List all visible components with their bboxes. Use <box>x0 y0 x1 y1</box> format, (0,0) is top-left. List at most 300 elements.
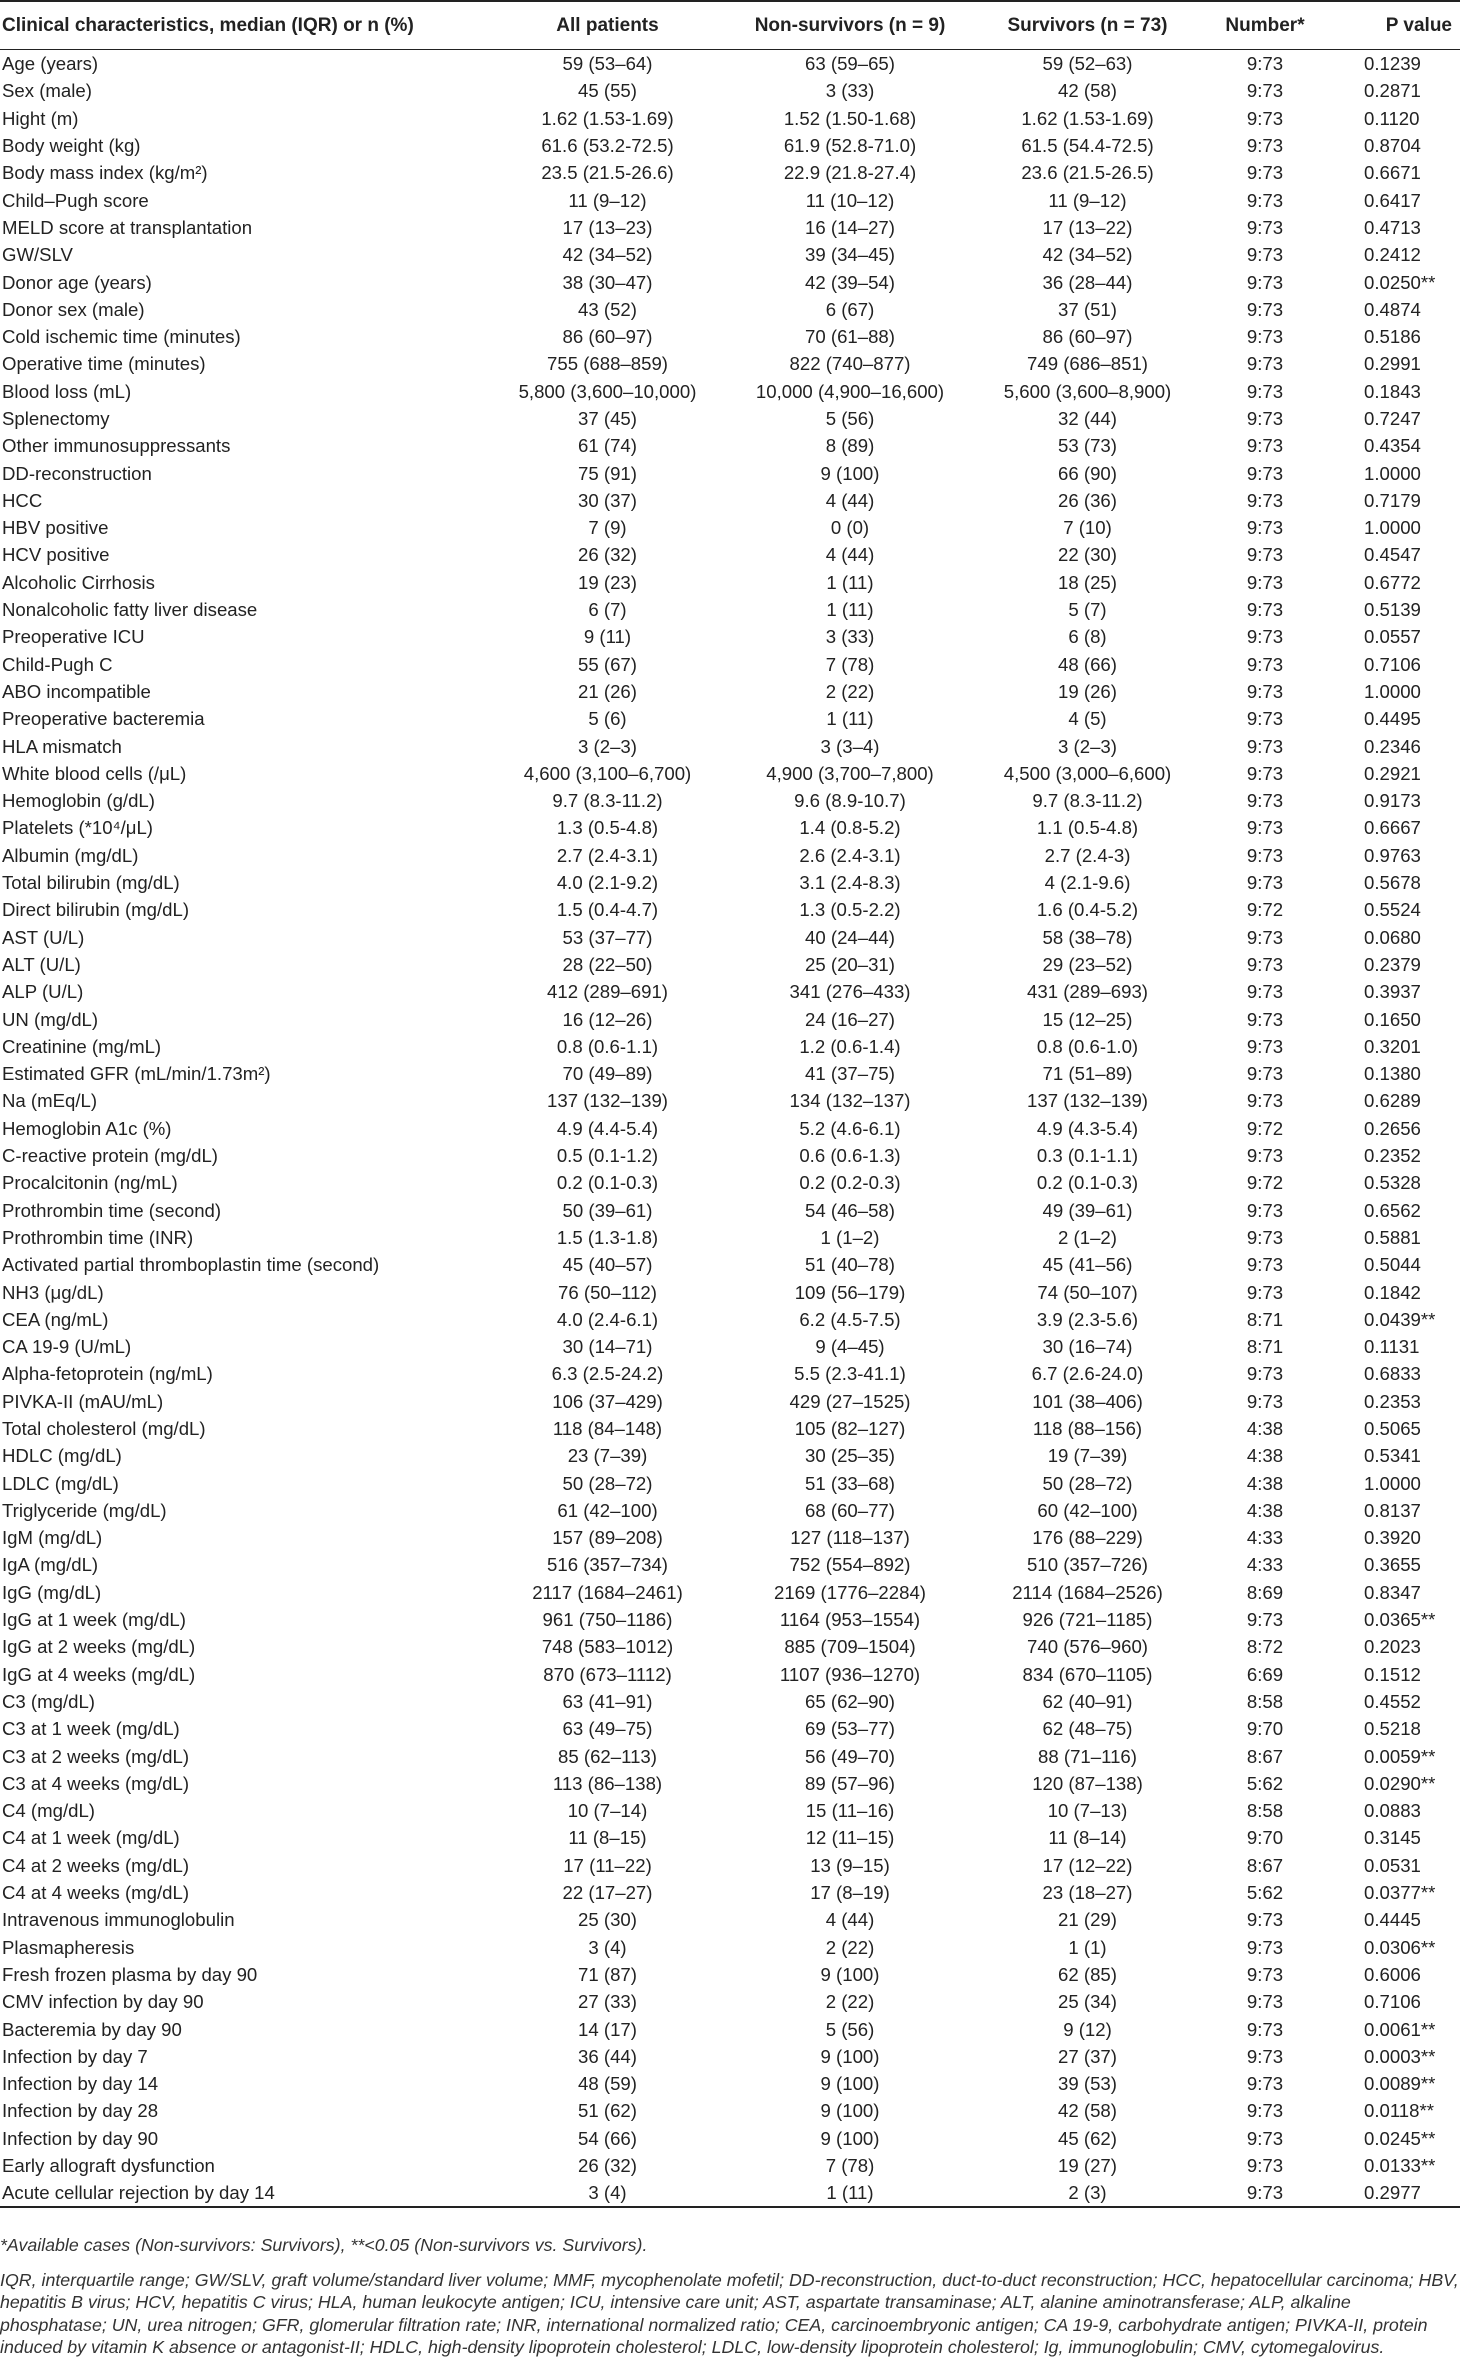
cell-survivors: 7 (10) <box>1063 517 1112 539</box>
cell-number: 9:73 <box>1246 489 1284 511</box>
cell-survivors: 32 (44) <box>1058 408 1117 429</box>
cell-non-survivors: 1.4 (0.8-5.2) <box>799 817 901 839</box>
cell-characteristic: CEA (ng/mL) <box>2 1308 109 1330</box>
cell-characteristic: Na (mEq/L) <box>2 1090 98 1112</box>
cell-non-survivors: 0.6 (0.6-1.3) <box>799 1145 901 1167</box>
table-row <box>0 1551 1460 1578</box>
cell-all-patients: 0.2 (0.1-0.3) <box>556 1172 659 1194</box>
cell-characteristic: HLA mismatch <box>2 735 122 757</box>
table-row <box>0 787 1460 814</box>
cell-p-value: 0.1842 <box>1364 1281 1421 1303</box>
cell-characteristic: Procalcitonin (ng/mL) <box>2 1172 178 1194</box>
cell-characteristic: HCC <box>2 489 43 511</box>
cell-number: 9:73 <box>1246 735 1284 757</box>
cell-p-value: 0.0439** <box>1364 1308 1436 1330</box>
cell-non-survivors: 1.52 (1.50-1.68) <box>783 107 917 129</box>
cell-all-patients: 63 (41–91) <box>562 1690 653 1712</box>
cell-p-value: 0.0365** <box>1364 1609 1436 1631</box>
table-footnotes <box>0 2234 1460 2367</box>
cell-all-patients: 4.0 (2.1-9.2) <box>556 872 659 894</box>
cell-p-value: 0.4445 <box>1364 1909 1421 1931</box>
table-row <box>0 1661 1460 1688</box>
cell-p-value: 0.0118** <box>1364 2100 1434 2122</box>
cell-survivors: 26 (36) <box>1058 489 1117 511</box>
cell-characteristic: Creatinine (mg/mL) <box>2 1035 162 1057</box>
cell-all-patients: 516 (357–734) <box>547 1554 668 1576</box>
table-row <box>0 1224 1460 1251</box>
table-row <box>0 1142 1460 1169</box>
cell-all-patients: 37 (45) <box>578 408 637 429</box>
cell-number: 9:72 <box>1246 1117 1284 1139</box>
cell-all-patients: 59 (53–64) <box>562 53 653 75</box>
cell-all-patients: 5 (6) <box>588 708 627 730</box>
cell-all-patients: 55 (67) <box>578 653 637 675</box>
table-row <box>0 705 1460 732</box>
cell-number: 9:73 <box>1246 135 1284 157</box>
cell-all-patients: 48 (59) <box>578 2073 637 2095</box>
cell-all-patients: 54 (66) <box>578 2127 637 2149</box>
cell-all-patients: 30 (14–71) <box>562 1336 653 1358</box>
cell-p-value: 0.5139 <box>1364 599 1421 621</box>
cell-p-value: 0.5678 <box>1364 872 1421 894</box>
header-survivors: Survivors (n = 73) <box>970 1 1205 50</box>
cell-survivors: 19 (27) <box>1058 2155 1117 2176</box>
cell-characteristic: ALT (U/L) <box>2 953 81 975</box>
cell-all-patients: 9.7 (8.3-11.2) <box>552 790 663 812</box>
cell-all-patients: 4.9 (4.4-5.4) <box>556 1117 659 1139</box>
cell-non-survivors: 12 (11–15) <box>805 1827 895 1849</box>
cell-characteristic: Child-Pugh C <box>2 653 113 675</box>
cell-non-survivors: 17 (8–19) <box>810 1882 890 1904</box>
cell-p-value: 0.2023 <box>1364 1636 1421 1658</box>
cell-non-survivors: 63 (59–65) <box>805 53 895 75</box>
cell-all-patients: 53 (37–77) <box>562 926 653 948</box>
cell-p-value: 0.1239 <box>1364 53 1421 75</box>
cell-number: 9:73 <box>1246 599 1284 621</box>
cell-number: 9:73 <box>1246 708 1284 730</box>
cell-p-value: 0.6667 <box>1364 817 1421 839</box>
cell-characteristic: C4 at 2 weeks (mg/dL) <box>2 1854 190 1876</box>
cell-characteristic: Preoperative ICU <box>2 626 145 648</box>
cell-number: 9:73 <box>1246 872 1284 894</box>
cell-p-value: 0.5065 <box>1364 1417 1421 1439</box>
cell-characteristic: Body mass index (kg/m²) <box>2 162 208 184</box>
cell-number: 9:72 <box>1246 899 1284 921</box>
cell-characteristic: Alcoholic Cirrhosis <box>2 571 155 593</box>
cell-non-survivors: 7 (78) <box>825 653 875 675</box>
cell-all-patients: 1.3 (0.5-4.8) <box>556 817 659 839</box>
cell-all-patients: 50 (28–72) <box>562 1472 653 1494</box>
cell-number: 9:73 <box>1246 271 1284 293</box>
cell-p-value: 0.6772 <box>1364 571 1421 593</box>
cell-non-survivors: 105 (82–127) <box>794 1417 906 1439</box>
cell-p-value: 0.4354 <box>1364 435 1421 457</box>
cell-number: 9:73 <box>1246 571 1284 593</box>
cell-p-value: 0.1380 <box>1364 1063 1421 1085</box>
cell-survivors: 53 (73) <box>1058 435 1117 457</box>
cell-p-value: 0.0003** <box>1364 2045 1436 2067</box>
cell-p-value: 0.5186 <box>1364 326 1421 348</box>
cell-p-value: 0.8704 <box>1364 135 1421 157</box>
cell-p-value: 0.6289 <box>1364 1090 1421 1112</box>
cell-characteristic: Prothrombin time (INR) <box>2 1226 194 1248</box>
cell-survivors: 176 (88–229) <box>1032 1527 1143 1549</box>
cell-non-survivors: 341 (276–433) <box>789 981 911 1003</box>
cell-number: 9:73 <box>1246 1090 1284 1112</box>
table-row <box>0 1005 1460 1032</box>
cell-all-patients: 961 (750–1186) <box>542 1609 673 1631</box>
cell-non-survivors: 4 (44) <box>825 1909 875 1931</box>
cell-p-value: 0.2921 <box>1364 762 1421 784</box>
cell-survivors: 0.3 (0.1-1.1) <box>1036 1145 1139 1167</box>
table-row <box>0 214 1460 241</box>
cell-survivors: 510 (357–726) <box>1027 1554 1148 1576</box>
cell-non-survivors: 61.9 (52.8-71.0) <box>783 135 917 157</box>
cell-survivors: 50 (28–72) <box>1042 1472 1133 1494</box>
cell-number: 9:73 <box>1246 408 1284 429</box>
table-row <box>0 1824 1460 1851</box>
cell-number: 8:58 <box>1246 1800 1284 1822</box>
cell-all-patients: 748 (583–1012) <box>541 1636 674 1658</box>
cell-survivors: 58 (38–78) <box>1042 926 1133 948</box>
cell-characteristic: Sex (male) <box>2 80 92 102</box>
cell-survivors: 1.1 (0.5-4.8) <box>1036 817 1139 839</box>
cell-number: 8:69 <box>1246 1581 1284 1603</box>
cell-characteristic: DD-reconstruction <box>2 462 152 484</box>
table-row <box>0 432 1460 459</box>
cell-non-survivors: 6 (67) <box>825 298 875 320</box>
cell-p-value: 0.5881 <box>1364 1226 1421 1248</box>
cell-number: 9:73 <box>1246 517 1284 539</box>
cell-number: 9:73 <box>1246 2100 1284 2122</box>
cell-characteristic: Infection by day 7 <box>2 2045 148 2067</box>
table-row <box>0 405 1460 432</box>
cell-non-survivors: 10,000 (4,900–16,600) <box>755 380 945 402</box>
cell-non-survivors: 3.1 (2.4-8.3) <box>799 872 901 894</box>
cell-all-patients: 76 (50–112) <box>558 1281 657 1303</box>
cell-all-patients: 9 (11) <box>583 626 632 648</box>
cell-p-value: 1.0000 <box>1364 462 1421 484</box>
cell-p-value: 0.6006 <box>1364 1963 1421 1985</box>
table-row <box>0 1579 1460 1606</box>
cell-p-value: 0.3920 <box>1364 1527 1421 1549</box>
cell-all-patients: 412 (289–691) <box>547 981 668 1003</box>
cell-survivors: 39 (53) <box>1058 2073 1117 2095</box>
cell-all-patients: 26 (32) <box>578 544 637 566</box>
cell-all-patients: 26 (32) <box>578 2155 637 2176</box>
cell-p-value: 1.0000 <box>1364 680 1421 702</box>
cell-survivors: 42 (58) <box>1058 2100 1117 2122</box>
cell-characteristic: C4 at 4 weeks (mg/dL) <box>2 1882 190 1904</box>
cell-survivors: 11 (9–12) <box>1048 189 1127 211</box>
cell-p-value: 0.5044 <box>1364 1254 1421 1276</box>
cell-non-survivors: 1 (11) <box>826 599 874 621</box>
cell-p-value: 0.0133** <box>1364 2155 1436 2176</box>
cell-p-value: 1.0000 <box>1364 1472 1421 1494</box>
cell-survivors: 0.8 (0.6-1.0) <box>1036 1035 1139 1057</box>
table-row <box>0 1715 1460 1742</box>
cell-number: 9:73 <box>1246 2045 1284 2067</box>
table-row <box>0 1251 1460 1278</box>
cell-p-value: 0.2977 <box>1325 2179 1460 2207</box>
table-row <box>0 1333 1460 1360</box>
table-row <box>0 732 1460 759</box>
cell-non-survivors: 24 (16–27) <box>805 1008 895 1030</box>
cell-non-survivors: 1107 (936–1270) <box>779 1663 921 1685</box>
cell-number: 9:73 <box>1246 53 1284 75</box>
cell-characteristic: Triglyceride (mg/dL) <box>2 1499 167 1521</box>
cell-all-patients: 42 (34–52) <box>562 244 653 266</box>
cell-number: 9:73 <box>1246 2073 1284 2095</box>
cell-characteristic: ALP (U/L) <box>2 981 84 1003</box>
cell-non-survivors: 54 (46–58) <box>805 1199 895 1221</box>
cell-p-value: 0.6562 <box>1364 1199 1421 1221</box>
cell-p-value: 0.4552 <box>1364 1690 1421 1712</box>
cell-number: 9:73 <box>1246 653 1284 675</box>
cell-survivors: 6 (8) <box>1068 626 1107 648</box>
cell-p-value: 0.3145 <box>1364 1827 1421 1849</box>
cell-all-patients: 1.5 (0.4-4.7) <box>556 899 659 921</box>
cell-p-value: 0.4713 <box>1364 216 1421 238</box>
cell-number: 9:73 <box>1246 380 1284 402</box>
table-row <box>0 2125 1460 2152</box>
cell-characteristic: C3 at 2 weeks (mg/dL) <box>2 1745 190 1767</box>
cell-survivors: 23.6 (21.5-26.5) <box>1021 162 1154 184</box>
cell-non-survivors: 2169 (1776–2284) <box>774 1581 926 1603</box>
cell-characteristic: GW/SLV <box>2 244 73 266</box>
cell-all-patients: 25 (30) <box>578 1909 637 1931</box>
cell-characteristic: CA 19-9 (U/mL) <box>2 1336 132 1358</box>
cell-characteristic: Alpha-fetoprotein (ng/mL) <box>2 1363 213 1385</box>
cell-number: 9:73 <box>1246 790 1284 812</box>
cell-number: 9:73 <box>1246 80 1284 102</box>
table-row <box>0 1961 1460 1988</box>
cell-characteristic: Hight (m) <box>2 107 79 129</box>
cell-non-survivors: 51 (33–68) <box>805 1472 895 1494</box>
cell-survivors: 101 (38–406) <box>1032 1390 1143 1412</box>
cell-survivors: 23 (18–27) <box>1042 1882 1133 1904</box>
cell-characteristic: IgG at 2 weeks (mg/dL) <box>2 1636 196 1658</box>
cell-characteristic: Hemoglobin A1c (%) <box>2 1117 172 1139</box>
cell-number: 9:70 <box>1246 1827 1284 1849</box>
cell-number: 9:73 <box>1246 981 1284 1003</box>
cell-p-value: 0.0306** <box>1364 1936 1436 1958</box>
cell-number: 9:73 <box>1246 1254 1284 1276</box>
table-row <box>0 296 1460 323</box>
cell-number: 9:73 <box>1246 762 1284 784</box>
cell-number: 9:73 <box>1246 953 1284 975</box>
cell-survivors: 926 (721–1185) <box>1022 1609 1153 1631</box>
cell-number: 9:70 <box>1246 1718 1284 1740</box>
cell-non-survivors: 2 (22) <box>825 680 875 702</box>
cell-characteristic: Early allograft dysfunction <box>2 2155 215 2176</box>
cell-all-patients: 50 (39–61) <box>562 1199 653 1221</box>
cell-non-survivors: 5.2 (4.6-6.1) <box>799 1117 901 1139</box>
table-row <box>0 1060 1460 1087</box>
cell-all-patients: 30 (37) <box>578 489 637 511</box>
cell-non-survivors: 1164 (953–1554) <box>779 1609 921 1631</box>
cell-p-value: 0.4874 <box>1364 298 1421 320</box>
cell-characteristic: Other immunosuppressants <box>2 435 231 457</box>
table-row <box>0 1770 1460 1797</box>
cell-non-survivors: 9 (100) <box>820 462 880 484</box>
cell-non-survivors: 41 (37–75) <box>805 1063 895 1085</box>
table-row <box>0 1169 1460 1196</box>
cell-number: 9:73 <box>1246 1145 1284 1167</box>
cell-number: 8:67 <box>1246 1745 1284 1767</box>
cell-characteristic: MELD score at transplantation <box>2 216 253 238</box>
cell-non-survivors: 42 (39–54) <box>805 271 895 293</box>
cell-p-value: 0.7106 <box>1364 653 1421 675</box>
cell-non-survivors: 1 (11) <box>730 2179 970 2207</box>
cell-number: 9:73 <box>1246 244 1284 266</box>
cell-survivors: 17 (13–22) <box>1042 216 1133 238</box>
cell-all-patients: 17 (11–22) <box>563 1854 652 1876</box>
table-row <box>0 77 1460 104</box>
cell-survivors: 749 (686–851) <box>1027 353 1148 375</box>
cell-p-value: 0.7247 <box>1364 408 1421 429</box>
cell-non-survivors: 22.9 (21.8-27.4) <box>783 162 917 184</box>
cell-characteristic: Acute cellular rejection by day 14 <box>0 2179 485 2207</box>
cell-survivors: 120 (87–138) <box>1032 1772 1143 1794</box>
cell-non-survivors: 1 (11) <box>826 708 874 730</box>
cell-number: 9:73 <box>1246 107 1284 129</box>
cell-number: 8:67 <box>1246 1854 1284 1876</box>
cell-characteristic: Infection by day 14 <box>2 2073 159 2095</box>
cell-non-survivors: 2 (22) <box>825 1991 875 2013</box>
cell-characteristic: Total cholesterol (mg/dL) <box>2 1417 206 1439</box>
cell-p-value: 0.3655 <box>1364 1554 1421 1576</box>
cell-number: 9:73 <box>1246 1609 1284 1631</box>
cell-all-patients: 870 (673–1112) <box>543 1663 672 1685</box>
cell-number: 9:73 <box>1246 1035 1284 1057</box>
cell-survivors: 1.6 (0.4-5.2) <box>1036 899 1139 921</box>
cell-all-patients: 51 (62) <box>578 2100 637 2122</box>
cell-all-patients: 45 (40–57) <box>562 1254 653 1276</box>
cell-all-patients: 45 (55) <box>578 80 637 102</box>
cell-characteristic: Estimated GFR (mL/min/1.73m²) <box>2 1063 271 1085</box>
cell-all-patients: 0.8 (0.6-1.1) <box>556 1035 659 1057</box>
cell-survivors: 3 (2–3) <box>1058 735 1117 757</box>
cell-all-patients: 3 (4) <box>588 1936 627 1958</box>
cell-characteristic: White blood cells (/μL) <box>2 762 187 784</box>
cell-all-patients: 10 (7–14) <box>567 1800 648 1822</box>
table-row <box>0 1087 1460 1114</box>
cell-characteristic: Albumin (mg/dL) <box>2 844 139 866</box>
cell-number: 9:73 <box>1246 926 1284 948</box>
cell-p-value: 0.1120 <box>1364 107 1420 129</box>
cell-characteristic: Direct bilirubin (mg/dL) <box>2 899 190 921</box>
table-row <box>0 1388 1460 1415</box>
cell-all-patients: 75 (91) <box>578 462 637 484</box>
cell-survivors: 431 (289–693) <box>1027 981 1148 1003</box>
cell-characteristic: Plasmapheresis <box>2 1936 135 1958</box>
cell-non-survivors: 9 (100) <box>820 2045 880 2067</box>
cell-number: 9:73 <box>1246 1281 1284 1303</box>
cell-non-survivors: 89 (57–96) <box>805 1772 895 1794</box>
cell-all-patients: 63 (49–75) <box>562 1718 653 1740</box>
cell-characteristic: Donor sex (male) <box>2 298 145 320</box>
cell-all-patients: 61 (42–100) <box>557 1499 658 1521</box>
cell-number: 4:38 <box>1246 1445 1284 1467</box>
cell-survivors: 21 (29) <box>1058 1909 1117 1931</box>
table-row <box>0 1606 1460 1633</box>
cell-characteristic: Fresh frozen plasma by day 90 <box>2 1963 258 1985</box>
table-row <box>0 1278 1460 1305</box>
cell-survivors: 30 (16–74) <box>1042 1336 1133 1358</box>
cell-number: 9:73 <box>1246 1936 1284 1958</box>
cell-number: 9:73 <box>1246 2127 1284 2149</box>
cell-all-patients: 6 (7) <box>588 599 627 621</box>
cell-number: 9:73 <box>1205 2179 1325 2207</box>
cell-characteristic: Infection by day 90 <box>2 2127 159 2149</box>
cell-characteristic: ABO incompatible <box>2 680 151 702</box>
header-all-patients: All patients <box>485 1 730 50</box>
cell-non-survivors: 9 (100) <box>820 2100 880 2122</box>
cell-p-value: 0.5218 <box>1364 1718 1421 1740</box>
cell-number: 4:38 <box>1246 1499 1284 1521</box>
cell-characteristic: C3 (mg/dL) <box>2 1690 95 1712</box>
cell-characteristic: Platelets (*10⁴/μL) <box>2 817 153 839</box>
cell-non-survivors: 9.6 (8.9-10.7) <box>794 790 906 812</box>
table-row <box>0 1879 1460 1906</box>
cell-survivors: 19 (26) <box>1058 680 1117 702</box>
cell-number: 9:73 <box>1246 462 1284 484</box>
cell-non-survivors: 5.5 (2.3-41.1) <box>794 1363 906 1385</box>
cell-number: 5:62 <box>1246 1882 1284 1904</box>
cell-p-value: 0.6833 <box>1364 1363 1421 1385</box>
cell-survivors: 2 (3) <box>970 2179 1205 2207</box>
cell-non-survivors: 4 (44) <box>825 489 875 511</box>
cell-survivors: 62 (48–75) <box>1042 1718 1133 1740</box>
cell-survivors: 66 (90) <box>1058 462 1117 484</box>
cell-non-survivors: 7 (78) <box>825 2155 875 2176</box>
cell-non-survivors: 127 (118–137) <box>790 1527 910 1549</box>
cell-characteristic: IgG (mg/dL) <box>2 1581 102 1603</box>
cell-characteristic: HDLC (mg/dL) <box>2 1445 122 1467</box>
cell-survivors: 137 (132–139) <box>1027 1090 1148 1112</box>
cell-number: 9:73 <box>1246 626 1284 648</box>
cell-survivors: 37 (51) <box>1058 298 1117 320</box>
table-row <box>0 2152 1460 2179</box>
cell-number: 9:73 <box>1246 1199 1284 1221</box>
table-row <box>0 323 1460 350</box>
cell-survivors: 19 (7–39) <box>1047 1445 1128 1467</box>
cell-non-survivors: 1 (1–2) <box>820 1226 880 1248</box>
table-row <box>0 623 1460 650</box>
cell-non-survivors: 1.3 (0.5-2.2) <box>799 899 901 921</box>
table-row <box>0 2015 1460 2042</box>
cell-number: 9:73 <box>1246 1991 1284 2013</box>
cell-non-survivors: 9 (100) <box>820 1963 880 1985</box>
cell-characteristic: C4 (mg/dL) <box>2 1800 95 1822</box>
cell-all-patients: 11 (9–12) <box>568 189 647 211</box>
cell-survivors: 4 (2.1-9.6) <box>1044 872 1131 894</box>
cell-non-survivors: 5 (56) <box>825 2018 875 2040</box>
table-row <box>0 2043 1460 2070</box>
cell-p-value: 0.0250** <box>1364 271 1436 293</box>
cell-characteristic: Operative time (minutes) <box>2 353 206 375</box>
cell-non-survivors: 822 (740–877) <box>789 353 911 375</box>
cell-number: 8:58 <box>1246 1690 1284 1712</box>
cell-number: 9:73 <box>1246 189 1284 211</box>
cell-number: 8:71 <box>1246 1308 1284 1330</box>
cell-all-patients: 755 (688–859) <box>547 353 668 375</box>
table-row <box>0 651 1460 678</box>
cell-non-survivors: 0 (0) <box>830 517 870 539</box>
header-number: Number* <box>1205 1 1325 50</box>
table-row <box>0 378 1460 405</box>
